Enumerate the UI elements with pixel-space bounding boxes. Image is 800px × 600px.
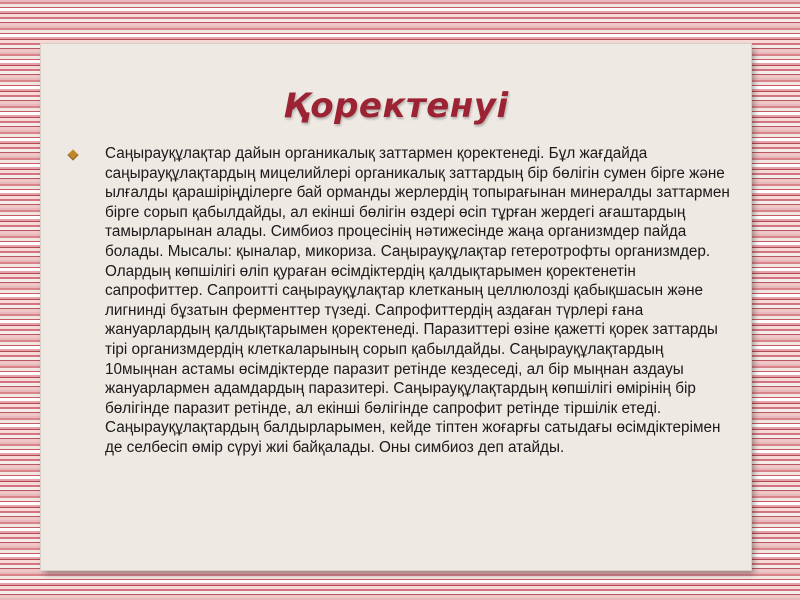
body-paragraph: Саңырауқұлақтар дайын органикалық заттармен қоректенеді. Бұл жағдайда саңырауқұлақтардың мицелийлері органикалық заттардың бір бөлігін сумен бірге және ылғалды қарашіріңділерге бай орманды жерлердің топырағынан минералды заттармен бірге сорып қабылдайды, ал екінші бөлігін өздері өсіп тұрған жердегі ағаштардың тамырларынан алады. Симбиоз процесінің нәтижесінде жаңа организмдер пайда болады. Мысалы: қыналар, микориза. Саңырауқұлақтар гетеротрофты организмдер. Олардың көпшілігі өліп қураған өсімдіктердің қалдықтарымен қоректенетін сапрофиттер. Сапроитті саңырауқұлақтар клетканың целлюлозді қабықшасын және лигнинді бұзатын ферменттер түзеді. Сапрофиттердің аздаған түрлері ғана жануарлардың қалдықтарымен қоректенеді. Паразиттері өзіне қажетті қорек заттарды тірі организмдердің клеткаларының сорып қабылдайды. Саңырауқұлақтардың 10мыңнан астамы өсімдіктерде паразит ретінде кездеседі, ал бір мыңнан аздауы жануарлармен адамдардың паразитері. Саңырауқұлақтардың көпшілігі өмірінің бір бөлігінде паразит ретінде, ал екінші бөлігінде сапрофит ретінде тіршілік етеді. Саңырауқұлақтардың балдырларымен, кейде тіптен жоғарғы сатыдағы өсімдіктерімен де селбесіп өмір сүруі жиі байқалады. Оны симбиоз деп атайды. <box>105 145 730 456</box>
slide-content-panel <box>41 44 751 570</box>
diamond-bullet-icon <box>67 149 78 160</box>
bullet-item <box>69 144 733 458</box>
slide-title: Қоректенуі <box>283 86 509 126</box>
